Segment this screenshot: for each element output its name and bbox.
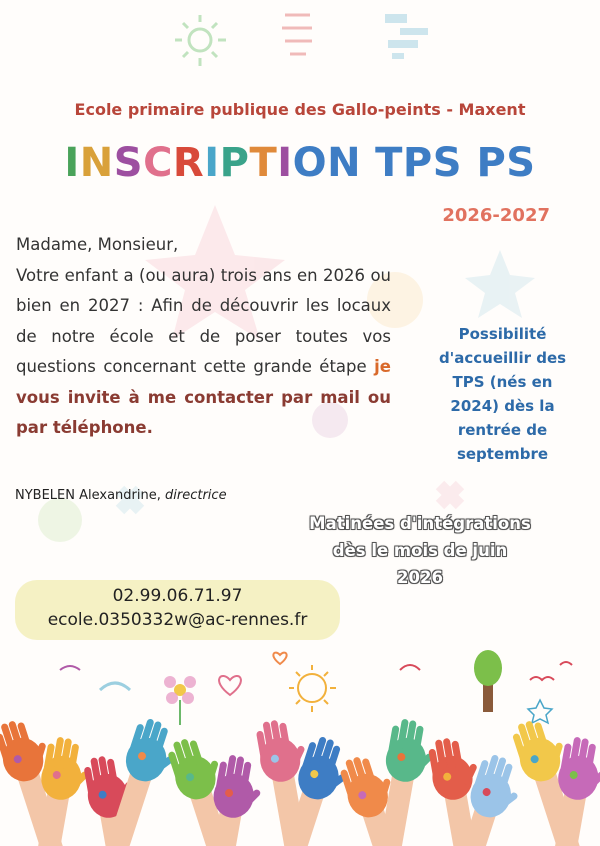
school-year: 2026-2027 (442, 205, 550, 226)
title-letter: O (292, 140, 328, 186)
contact-phone[interactable]: 02.99.06.71.97 (112, 586, 243, 606)
title-letter: I (64, 140, 80, 186)
title-tps-ps: TPS PS (375, 140, 536, 186)
signature-name: NYBELEN Alexandrine, (15, 488, 161, 503)
heart-doodle-icon (219, 676, 241, 695)
letter-paragraph-bold: vous invite à me contacter par mail ou par téléphone. (16, 387, 391, 437)
tree-doodle-icon (474, 650, 502, 712)
title-letter: C (143, 140, 173, 186)
flower-doodle-icon (164, 676, 196, 725)
letter-body (16, 230, 391, 444)
title-letter: T (249, 140, 278, 186)
sun-doodle-icon (175, 15, 226, 66)
page-title (0, 140, 600, 186)
callout-line: septembre (456, 445, 549, 463)
callout-line: 2024) dès la (450, 397, 555, 415)
letter-paragraph-start: Votre enfant a (ou aura) trois ans en 2026 ou bien en 2027 : Afin de découvrir les locaux de notre école et de poser toutes vos questions concernant cette grande étape (16, 265, 391, 376)
title-letter: I (277, 140, 293, 186)
matinees-line: Matinées d'intégrations (309, 514, 531, 533)
title-letter: N (79, 140, 114, 186)
letter-greeting: Madame, Monsieur, (16, 235, 179, 254)
letter-paragraph-highlight: je (374, 357, 391, 376)
stripes-doodle-icon (282, 15, 312, 54)
signature (15, 488, 227, 503)
matinees-line: 2026 (397, 568, 443, 587)
title-letter: P (219, 140, 250, 186)
title-inscription (64, 140, 361, 186)
tps-callout (420, 322, 585, 466)
letter-paragraph (16, 261, 391, 444)
integration-mornings (295, 510, 545, 591)
school-name: Ecole primaire publique des Gallo-peints - Maxent (74, 100, 526, 119)
heart-doodle-2-icon (273, 653, 286, 664)
sun-doodle-2-icon (289, 665, 336, 712)
title-letter: I (204, 140, 220, 186)
callout-line: TPS (nés en (452, 373, 553, 391)
matinees-line: dès le mois de juin (332, 541, 508, 560)
callout-line: rentrée de (457, 421, 548, 439)
callout-line: Possibilité (458, 325, 547, 343)
callout-line: d'accueillir des (438, 349, 567, 367)
title-letter: S (113, 140, 144, 186)
blocks-doodle-icon (385, 14, 428, 59)
painted-hands-illustration (0, 713, 600, 846)
signature-role: directrice (165, 488, 227, 503)
title-letter: R (172, 140, 205, 186)
title-letter: N (327, 140, 362, 186)
contact-email[interactable]: ecole.0350332w@ac-rennes.fr (47, 610, 308, 630)
